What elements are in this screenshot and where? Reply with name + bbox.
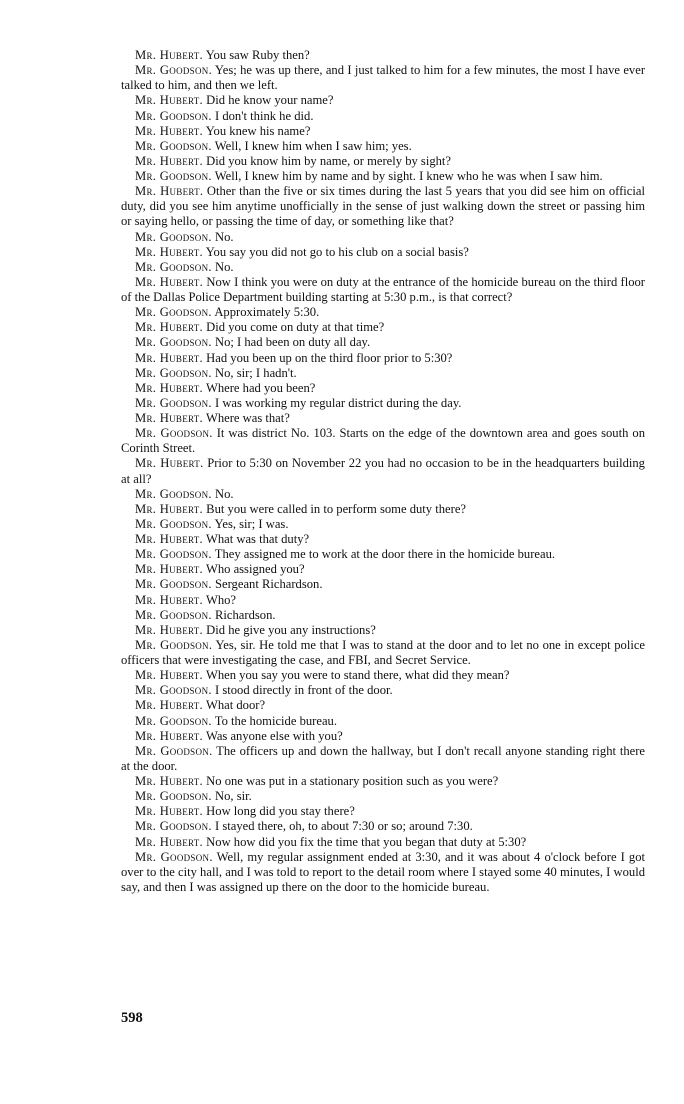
speaker-name: Mr. Goodson.: [135, 743, 213, 758]
statement-text: Richardson.: [215, 607, 276, 622]
testimony-paragraph: [121, 668, 645, 683]
testimony-paragraph: [121, 532, 645, 547]
statement-text: Other than the five or six times during the last 5 years that you did see him on official duty, did you see him anytime unofficially in the sense of just walking down the street or passing him or saying hello, or passing the time of day, or something like that?: [121, 184, 645, 229]
testimony-paragraph: [121, 623, 645, 638]
statement-text: Now how did you fix the time that you began that duty at 5:30?: [206, 834, 527, 849]
statement-text: Approximately 5:30.: [214, 305, 320, 320]
testimony-paragraph: [121, 502, 645, 517]
speaker-name: Mr. Goodson.: [135, 486, 212, 501]
statement-text: No.: [215, 259, 234, 274]
speaker-name: Mr. Goodson.: [135, 607, 212, 622]
testimony-paragraph: [121, 351, 645, 366]
statement-text: Had you been up on the third floor prior to 5:30?: [206, 350, 453, 365]
testimony-paragraph: [121, 184, 645, 229]
testimony-paragraph: [121, 577, 645, 592]
speaker-name: Mr. Hubert.: [135, 774, 204, 788]
testimony-paragraph: [121, 396, 645, 411]
testimony-paragraph: [121, 109, 645, 124]
statement-text: To the homicide bureau.: [214, 713, 337, 728]
testimony-paragraph: [121, 517, 645, 532]
testimony-paragraph: [121, 729, 645, 744]
statement-text: Where was that?: [205, 411, 290, 425]
speaker-name: Mr. Hubert.: [135, 562, 204, 577]
speaker-name: Mr. Hubert.: [135, 501, 204, 516]
statement-text: No.: [215, 486, 234, 501]
speaker-name: Mr. Hubert.: [135, 804, 204, 819]
testimony-paragraph: [121, 48, 645, 63]
speaker-name: Mr. Goodson.: [135, 365, 212, 380]
speaker-name: Mr. Goodson.: [135, 305, 212, 320]
speaker-name: Mr. Goodson.: [135, 713, 212, 728]
speaker-name: Mr. Hubert.: [135, 592, 204, 607]
statement-text: They assigned me to work at the door there in the homicide bureau.: [214, 547, 556, 562]
statement-text: Where had you been?: [205, 380, 316, 395]
speaker-name: Mr. Hubert.: [135, 532, 204, 546]
testimony-paragraph: [121, 260, 645, 275]
statement-text: Well, I knew him when I saw him; yes.: [214, 138, 412, 153]
testimony-paragraph: [121, 562, 645, 577]
testimony-paragraph: [121, 850, 645, 895]
statement-text: How long did you stay there?: [206, 804, 355, 819]
statement-text: Sergeant Richardson.: [215, 577, 323, 592]
testimony-paragraph: [121, 819, 645, 834]
testimony-paragraph: [121, 835, 645, 850]
testimony-paragraph: [121, 245, 645, 260]
speaker-name: Mr. Hubert.: [135, 93, 204, 108]
speaker-name: Mr. Goodson.: [135, 819, 212, 834]
statement-text: What was that duty?: [205, 532, 310, 546]
testimony-paragraph: [121, 683, 645, 698]
testimony-transcript: [121, 48, 645, 895]
testimony-paragraph: [121, 426, 645, 456]
statement-text: What door?: [205, 698, 266, 713]
statement-text: No; I had been on duty all day.: [215, 335, 371, 350]
speaker-name: Mr. Hubert.: [135, 728, 204, 743]
speaker-name: Mr. Hubert.: [135, 320, 204, 335]
statement-text: I stayed there, oh, to about 7:30 or so; around 7:30.: [215, 819, 473, 834]
statement-text: You saw Ruby then?: [205, 48, 310, 62]
statement-text: The officers up and down the hallway, but I don't recall anyone standing right there at the door.: [121, 743, 646, 773]
testimony-paragraph: [121, 638, 645, 668]
testimony-paragraph: [121, 714, 645, 729]
testimony-paragraph: [121, 275, 645, 305]
speaker-name: Mr. Goodson.: [135, 426, 213, 441]
speaker-name: Mr. Hubert.: [135, 622, 204, 637]
speaker-name: Mr. Hubert.: [135, 456, 204, 471]
statement-text: Yes, sir; I was.: [214, 516, 289, 531]
testimony-paragraph: [121, 608, 645, 623]
testimony-paragraph: [121, 789, 645, 804]
speaker-name: Mr. Hubert.: [135, 698, 204, 713]
statement-text: Now I think you were on duty at the entrance of the homicide bureau on the third floor of the Dallas Police Department building starting at 5:30 p.m., is that correct?: [121, 274, 645, 304]
statement-text: You knew his name?: [205, 123, 311, 138]
statement-text: I don't think he did.: [215, 108, 314, 123]
speaker-name: Mr. Hubert.: [135, 48, 204, 62]
statement-text: I stood directly in front of the door.: [215, 683, 393, 698]
speaker-name: Mr. Goodson.: [135, 108, 212, 123]
statement-text: But you were called in to perform some duty there?: [206, 501, 467, 516]
speaker-name: Mr. Goodson.: [135, 577, 212, 592]
testimony-paragraph: [121, 774, 645, 789]
statement-text: You say you did not go to his club on a social basis?: [205, 244, 469, 259]
testimony-paragraph: [121, 63, 645, 93]
statement-text: Yes; he was up there, and I just talked to him for a few minutes, the most I have ever talked to him, and then we left.: [121, 63, 646, 93]
statement-text: Did he know your name?: [206, 93, 334, 108]
speaker-name: Mr. Hubert.: [135, 411, 204, 425]
speaker-name: Mr. Hubert.: [135, 244, 204, 259]
statement-text: No, sir; I hadn't.: [215, 365, 297, 380]
speaker-name: Mr. Goodson.: [135, 516, 212, 531]
statement-text: No one was put in a stationary position such as you were?: [206, 774, 499, 788]
statement-text: Yes, sir. He told me that I was to stand at the door and to let no one in except police officers that were investigating the case, and FBI, and Secret Service.: [121, 637, 645, 667]
testimony-paragraph: [121, 154, 645, 169]
speaker-name: Mr. Hubert.: [135, 184, 204, 199]
speaker-name: Mr. Goodson.: [135, 259, 212, 274]
testimony-paragraph: [121, 169, 645, 184]
statement-text: Did you know him by name, or merely by sight?: [206, 153, 452, 168]
statement-text: Well, my regular assignment ended at 3:30, and it was about 4 o'clock before I got over to the city hall, and I was told to report to the detail room where I stayed some 40 minutes, I would say, and then I was assigned up there on the door to the homicide bureau.: [121, 849, 645, 894]
testimony-paragraph: [121, 139, 645, 154]
speaker-name: Mr. Hubert.: [135, 153, 204, 168]
testimony-paragraph: [121, 547, 645, 562]
testimony-paragraph: [121, 487, 645, 502]
speaker-name: Mr. Hubert.: [135, 350, 204, 365]
testimony-paragraph: [121, 593, 645, 608]
statement-text: Well, I knew him by name and by sight. I knew who he was when I saw him.: [214, 169, 603, 183]
testimony-paragraph: [121, 124, 645, 139]
testimony-paragraph: [121, 698, 645, 713]
testimony-paragraph: [121, 456, 645, 486]
speaker-name: Mr. Hubert.: [135, 668, 204, 683]
speaker-name: Mr. Goodson.: [135, 229, 212, 244]
testimony-paragraph: [121, 366, 645, 381]
speaker-name: Mr. Goodson.: [135, 335, 212, 350]
speaker-name: Mr. Goodson.: [135, 789, 212, 804]
testimony-paragraph: [121, 804, 645, 819]
speaker-name: Mr. Goodson.: [135, 849, 213, 864]
statement-text: Prior to 5:30 on November 22 you had no occasion to be in the headquarters building at all?: [121, 456, 645, 486]
statement-text: When you say you were to stand there, what did they mean?: [205, 668, 510, 683]
statement-text: It was district No. 103. Starts on the edge of the downtown area and goes south on Corinth Street.: [121, 426, 645, 456]
speaker-name: Mr. Goodson.: [135, 169, 212, 183]
statement-text: Who?: [205, 592, 237, 607]
speaker-name: Mr. Goodson.: [135, 138, 212, 153]
statement-text: Did he give you any instructions?: [206, 622, 376, 637]
speaker-name: Mr. Hubert.: [135, 834, 204, 849]
page-number: 598: [121, 1010, 143, 1026]
testimony-paragraph: [121, 320, 645, 335]
speaker-name: Mr. Goodson.: [135, 63, 213, 78]
speaker-name: Mr. Goodson.: [135, 547, 212, 562]
testimony-paragraph: [121, 744, 645, 774]
testimony-paragraph: [121, 230, 645, 245]
statement-text: I was working my regular district during the day.: [215, 395, 462, 410]
speaker-name: Mr. Goodson.: [135, 395, 212, 410]
speaker-name: Mr. Goodson.: [135, 637, 213, 652]
speaker-name: Mr. Hubert.: [135, 380, 204, 395]
statement-text: Who assigned you?: [205, 562, 305, 577]
statement-text: Did you come on duty at that time?: [206, 320, 385, 335]
statement-text: No, sir.: [215, 789, 252, 804]
speaker-name: Mr. Goodson.: [135, 683, 212, 698]
statement-text: Was anyone else with you?: [205, 728, 343, 743]
testimony-paragraph: [121, 93, 645, 108]
testimony-paragraph: [121, 305, 645, 320]
testimony-paragraph: [121, 411, 645, 426]
statement-text: No.: [215, 229, 234, 244]
testimony-paragraph: [121, 335, 645, 350]
testimony-paragraph: [121, 381, 645, 396]
speaker-name: Mr. Hubert.: [135, 274, 204, 289]
transcript-page: [121, 48, 645, 895]
speaker-name: Mr. Hubert.: [135, 123, 204, 138]
